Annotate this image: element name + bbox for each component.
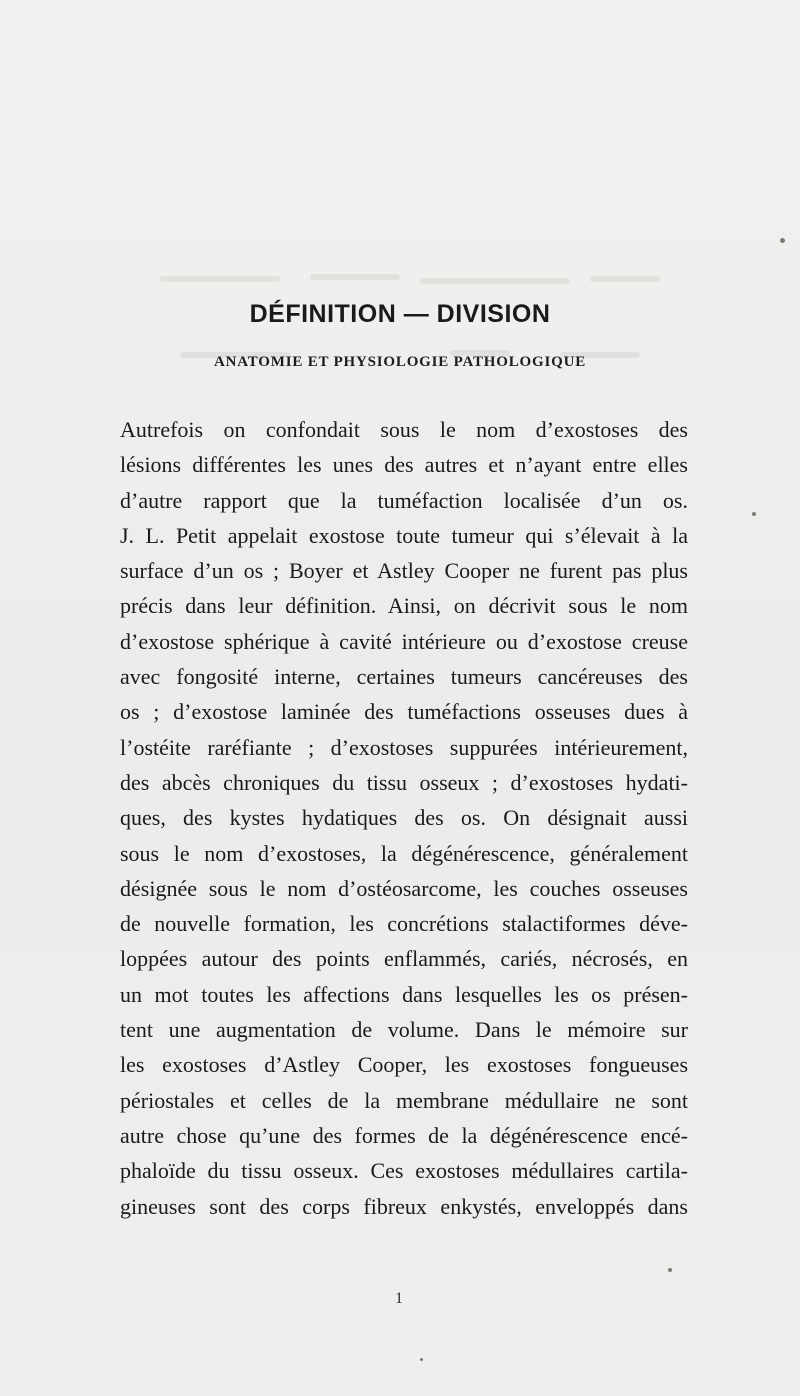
paper-speck	[780, 238, 785, 243]
text-line: un mot toutes les affections dans lesquelles les os présen-	[120, 981, 688, 1007]
paper-speck	[752, 512, 756, 516]
text-line: loppées autour des points enflammés, cariés, nécrosés, en	[120, 946, 688, 972]
paper-speck	[420, 1358, 423, 1361]
text-line: les exostoses d’Astley Cooper, les exostoses fongueuses	[120, 1052, 688, 1078]
text-line: l’ostéite raréfiante ; d’exostoses suppurées intérieurement,	[120, 734, 688, 760]
text-line: d’autre rapport que la tuméfaction localisée d’un os.	[120, 487, 688, 513]
text-line: de nouvelle formation, les concrétions stalactiformes déve-	[120, 911, 688, 937]
text-line: phaloïde du tissu osseux. Ces exostoses médullaires cartila-	[120, 1158, 688, 1184]
text-line: Autrefois on confondait sous le nom d’exostoses des	[120, 417, 688, 442]
text-line: précis dans leur définition. Ainsi, on décrivit sous le nom	[120, 593, 688, 619]
text-line: tent une augmentation de volume. Dans le mémoire sur	[120, 1017, 688, 1043]
text-line: ques, des kystes hydatiques des os. On désignait aussi	[120, 805, 688, 831]
body-text	[120, 412, 688, 1224]
section-subtitle: ANATOMIE ET PHYSIOLOGIE PATHOLOGIQUE	[213, 354, 587, 370]
text-line: des abcès chroniques du tissu osseux ; d’exostoses hydati-	[120, 769, 688, 795]
text-line: gineuses sont des corps fibreux enkystés, enveloppés dans	[120, 1193, 688, 1219]
paper-speck	[668, 1268, 672, 1272]
text-line: désignée sous le nom d’ostéosarcome, les couches osseuses	[120, 875, 688, 901]
text-line: d’exostose sphérique à cavité intérieure ou d’exostose creuse	[120, 628, 688, 654]
text-line: autre chose qu’une des formes de la dégénérescence encé-	[120, 1122, 688, 1148]
text-line: surface d’un os ; Boyer et Astley Cooper ne furent pas plus	[120, 558, 688, 584]
section-title: DÉFINITION — DIVISION	[249, 300, 551, 328]
text-line: périostales et celles de la membrane médullaire ne sont	[120, 1087, 688, 1113]
text-line: J. L. Petit appelait exostose toute tumeur qui s’élevait à la	[120, 522, 688, 548]
text-line: sous le nom d’exostoses, la dégénérescence, généralement	[120, 840, 688, 866]
text-line: os ; d’exostose laminée des tuméfactions osseuses dues à	[120, 699, 688, 725]
text-line: avec fongosité interne, certaines tumeurs cancéreuses des	[120, 664, 688, 690]
text-line: lésions différentes les unes des autres et n’ayant entre elles	[120, 452, 688, 478]
page-folio: 1	[395, 1290, 403, 1307]
